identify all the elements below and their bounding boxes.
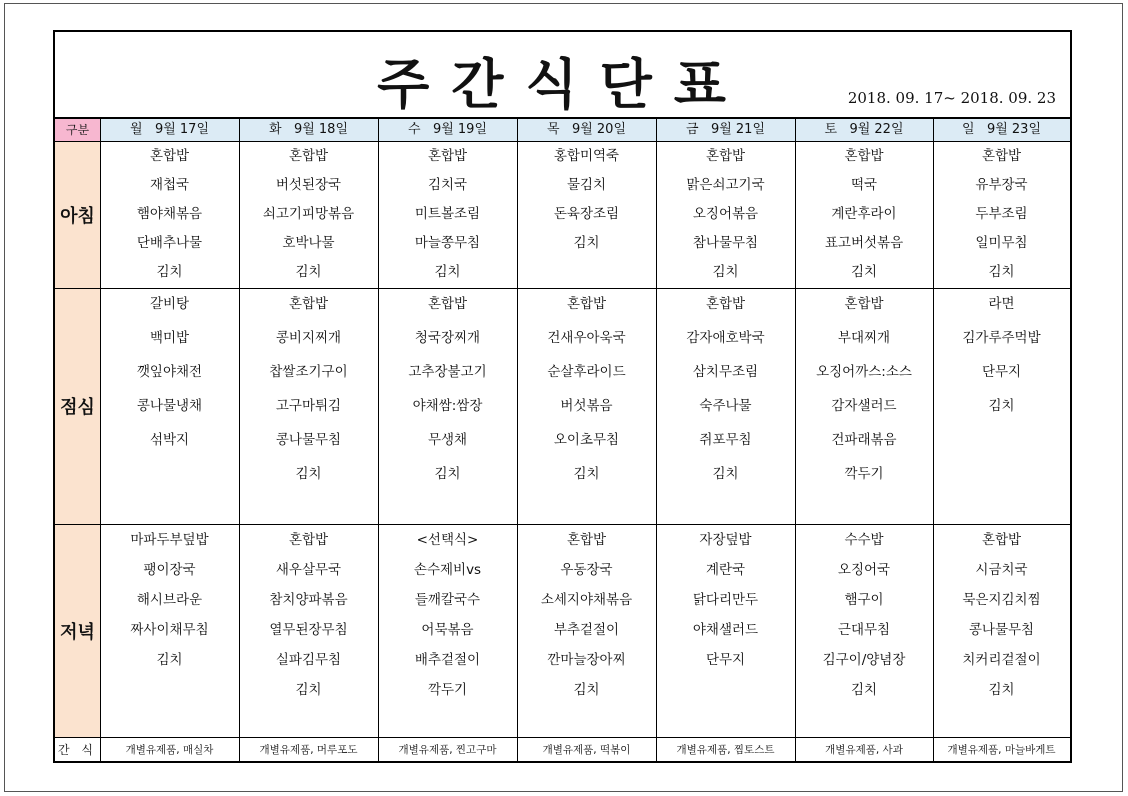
menu-item: 김치 — [850, 264, 878, 280]
menu-item: 자장덮밥 — [699, 532, 752, 548]
menu-item: 마파두부덮밥 — [130, 532, 209, 548]
menu-item: 깐마늘장아찌 — [547, 652, 626, 668]
menu-item: 계란국 — [705, 562, 746, 578]
menu-item: 단배추나물 — [136, 235, 203, 251]
menu-item: 순살후라이드 — [547, 364, 626, 380]
day-header — [378, 119, 517, 141]
day-name: 금 — [685, 122, 699, 137]
menu-item: 김치 — [573, 466, 600, 482]
menu-item: 김구이/양념장 — [822, 652, 906, 668]
menu-item: 김치 — [156, 264, 183, 280]
day-header — [795, 119, 933, 141]
menu-item: 야채쌈:쌈장 — [412, 398, 483, 414]
title-area — [55, 32, 1070, 119]
menu-item: 단무지 — [981, 364, 1022, 380]
snack-cell: 개별유제품, 떡볶이 — [542, 744, 631, 756]
menu-item: 혼합밥 — [844, 148, 884, 164]
menu-item: 콩비지찌개 — [275, 330, 342, 346]
row-divider — [55, 737, 1070, 738]
menu-item: 건새우아욱국 — [547, 330, 626, 346]
meal-label-1: 점심 — [55, 288, 100, 524]
menu-item: 버섯볶음 — [560, 398, 613, 414]
menu-item: 고추장불고기 — [408, 364, 487, 380]
menu-item: 콩나물무침 — [968, 622, 1035, 638]
menu-cell — [933, 524, 1070, 737]
menu-item: 쥐포무침 — [699, 432, 752, 448]
menu-item: 떡국 — [850, 177, 878, 193]
snack-cell: 개별유제품, 마늘바게트 — [947, 744, 1056, 756]
menu-item: 백미밥 — [149, 330, 190, 346]
menu-grid — [55, 119, 1070, 763]
menu-item: 수수밥 — [844, 532, 884, 548]
menu-item: 혼합밥 — [981, 148, 1022, 164]
menu-item: 맑은쇠고기국 — [686, 177, 765, 193]
menu-cell — [100, 141, 239, 288]
menu-item: 김치 — [988, 264, 1015, 280]
menu-item: 야채샐러드 — [692, 622, 759, 638]
snack-cell: 개별유제품, 찐고구마 — [398, 744, 497, 756]
menu-item: 혼합밥 — [705, 296, 746, 312]
menu-cell — [656, 524, 795, 737]
menu-item: 닭다리만두 — [692, 592, 759, 608]
menu-item: 두부조림 — [975, 206, 1028, 222]
menu-item: 콩나물무침 — [275, 432, 342, 448]
header-gubun: 구분 — [55, 119, 100, 141]
menu-item: 단무지 — [705, 652, 746, 668]
menu-item: 감자애호박국 — [686, 330, 765, 346]
menu-item: 김가루주먹밥 — [962, 330, 1041, 346]
day-name: 일 — [961, 122, 975, 137]
day-name: 토 — [824, 122, 838, 137]
menu-item: 라면 — [988, 296, 1015, 312]
menu-item: 깻잎야채전 — [136, 364, 203, 380]
menu-item: 시금치국 — [975, 562, 1028, 578]
menu-item: 혼합밥 — [288, 296, 329, 312]
menu-cell — [795, 524, 933, 737]
row-divider — [55, 288, 1070, 289]
menu-cell — [933, 141, 1070, 288]
column-divider — [239, 119, 240, 763]
day-header — [100, 119, 239, 141]
row-divider — [55, 524, 1070, 525]
day-date: 9월 19일 — [432, 122, 488, 137]
menu-item: 김치 — [434, 264, 461, 280]
menu-item: 쇠고기피망볶음 — [262, 206, 355, 222]
menu-cell — [378, 141, 517, 288]
day-date: 9월 20일 — [571, 122, 627, 137]
row-divider — [55, 141, 1070, 142]
menu-cell — [517, 524, 656, 737]
menu-item: 햄구이 — [844, 592, 884, 608]
menu-item: 어묵볶음 — [421, 622, 474, 638]
snack-label: 간 식 — [58, 743, 97, 757]
menu-item: 삼치무조림 — [692, 364, 759, 380]
menu-item: 호박나물 — [282, 235, 335, 251]
menu-sheet — [53, 30, 1072, 763]
menu-item: 참나물무침 — [692, 235, 759, 251]
menu-item: 치커리겉절이 — [962, 652, 1041, 668]
day-date: 9월 18일 — [293, 122, 349, 137]
menu-item: 묵은지김치찜 — [962, 592, 1041, 608]
menu-item: 섞박지 — [149, 432, 190, 448]
menu-item: 김치 — [295, 466, 322, 482]
menu-item: 감자샐러드 — [831, 398, 897, 414]
menu-item: 김치 — [434, 466, 461, 482]
menu-item: 콩나물냉채 — [136, 398, 203, 414]
menu-item: 숙주나물 — [699, 398, 752, 414]
meal-label-2: 저녁 — [55, 524, 100, 737]
day-date: 9월 17일 — [154, 122, 210, 137]
menu-item: 오이초무침 — [553, 432, 620, 448]
menu-item: 표고버섯볶음 — [824, 235, 904, 251]
menu-item: 청국장찌개 — [414, 330, 481, 346]
menu-item: 김치국 — [427, 177, 468, 193]
menu-item: 김치 — [712, 264, 739, 280]
menu-item: 혼합밥 — [427, 148, 468, 164]
day-header — [517, 119, 656, 141]
menu-item: 들깨칼국수 — [414, 592, 481, 608]
menu-item: 배추겉절이 — [414, 652, 481, 668]
menu-item: 미트볼조림 — [414, 206, 481, 222]
menu-item: 갈비탕 — [149, 296, 190, 312]
menu-item: 오징어국 — [837, 562, 891, 578]
menu-item: 부대찌개 — [837, 330, 891, 346]
day-name: 수 — [407, 122, 421, 137]
menu-item: 짜사이채무침 — [130, 622, 209, 638]
menu-item: 물김치 — [566, 177, 607, 193]
menu-item: 혼합밥 — [566, 532, 607, 548]
date-range: 2018. 09. 17~ 2018. 09. 23 — [847, 89, 1056, 107]
snack-cell: 개별유제품, 머루포도 — [259, 744, 358, 756]
menu-cell — [239, 141, 378, 288]
day-name: 목 — [546, 122, 560, 137]
menu-item: 혼합밥 — [566, 296, 607, 312]
day-date: 9월 21일 — [710, 122, 766, 137]
menu-item: 혼합밥 — [981, 532, 1022, 548]
menu-cell — [239, 288, 378, 524]
menu-cell — [795, 288, 933, 524]
menu-item: 일미무침 — [975, 235, 1028, 251]
menu-cell — [656, 288, 795, 524]
snack-cell: 개별유제품, 사과 — [825, 744, 903, 756]
menu-item: 김치 — [988, 398, 1015, 414]
menu-item: 건파래볶음 — [831, 432, 897, 448]
menu-cell — [100, 524, 239, 737]
menu-item: 버섯된장국 — [275, 177, 342, 193]
menu-item: 실파김무침 — [275, 652, 342, 668]
day-name: 화 — [268, 122, 282, 137]
menu-item: 오징어까스:소스 — [816, 364, 912, 380]
menu-item: 해시브라운 — [136, 592, 203, 608]
column-divider — [378, 119, 379, 763]
snack-cell: 개별유제품, 찜토스트 — [676, 744, 775, 756]
menu-cell — [517, 288, 656, 524]
menu-item: 새우살무국 — [275, 562, 342, 578]
day-header — [933, 119, 1070, 141]
day-header — [656, 119, 795, 141]
menu-item: 소세지야채볶음 — [540, 592, 633, 608]
snack-cell: 개별유제품, 매실차 — [125, 744, 214, 756]
menu-item: 찹쌀조기구이 — [269, 364, 348, 380]
menu-item: 김치 — [712, 466, 739, 482]
menu-cell — [100, 288, 239, 524]
day-header — [239, 119, 378, 141]
column-divider — [933, 119, 934, 763]
menu-item: 고구마튀김 — [275, 398, 342, 414]
column-divider — [656, 119, 657, 763]
menu-item: <선택식> — [416, 532, 479, 548]
menu-item: 혼합밥 — [427, 296, 468, 312]
menu-item: 김치 — [573, 682, 600, 698]
column-divider — [100, 119, 101, 763]
menu-item: 열무된장무침 — [269, 622, 348, 638]
menu-item: 김치 — [988, 682, 1015, 698]
day-name: 월 — [129, 122, 143, 137]
menu-item: 참치양파볶음 — [269, 592, 348, 608]
menu-item: 혼합밥 — [288, 148, 329, 164]
menu-item: 마늘쫑무침 — [414, 235, 481, 251]
menu-item: 무생채 — [427, 432, 468, 448]
meal-label-0: 아침 — [55, 141, 100, 288]
menu-item: 혼합밥 — [705, 148, 746, 164]
menu-item: 돈육장조림 — [553, 206, 620, 222]
menu-item: 부추겉절이 — [553, 622, 620, 638]
menu-item: 김치 — [156, 652, 183, 668]
menu-item: 계란후라이 — [831, 206, 897, 222]
menu-cell — [795, 141, 933, 288]
menu-cell — [239, 524, 378, 737]
menu-cell — [656, 141, 795, 288]
menu-item: 근대무침 — [837, 622, 891, 638]
column-divider — [795, 119, 796, 763]
menu-item: 혼합밥 — [844, 296, 884, 312]
menu-cell — [378, 288, 517, 524]
menu-item: 우동장국 — [560, 562, 613, 578]
menu-item: 햄야채볶음 — [136, 206, 203, 222]
menu-item: 김치 — [295, 682, 322, 698]
page-title: 주간식단표 — [377, 53, 748, 116]
menu-item: 손수제비vs — [413, 562, 482, 578]
menu-item: 김치 — [850, 682, 878, 698]
day-date: 9월 22일 — [849, 122, 904, 137]
menu-item: 김치 — [295, 264, 322, 280]
menu-cell — [378, 524, 517, 737]
menu-item: 혼합밥 — [149, 148, 190, 164]
day-date: 9월 23일 — [986, 122, 1042, 137]
menu-cell — [517, 141, 656, 288]
menu-item: 혼합밥 — [288, 532, 329, 548]
column-divider — [517, 119, 518, 763]
menu-item: 유부장국 — [975, 177, 1028, 193]
menu-item: 팽이장국 — [143, 562, 196, 578]
menu-item: 홍합미역죽 — [553, 148, 620, 164]
menu-item: 오징어볶음 — [692, 206, 759, 222]
menu-item: 깍두기 — [427, 682, 468, 698]
menu-item: 재첩국 — [149, 177, 190, 193]
menu-item: 김치 — [573, 235, 600, 251]
menu-item: 깍두기 — [844, 466, 884, 482]
menu-cell — [933, 288, 1070, 524]
